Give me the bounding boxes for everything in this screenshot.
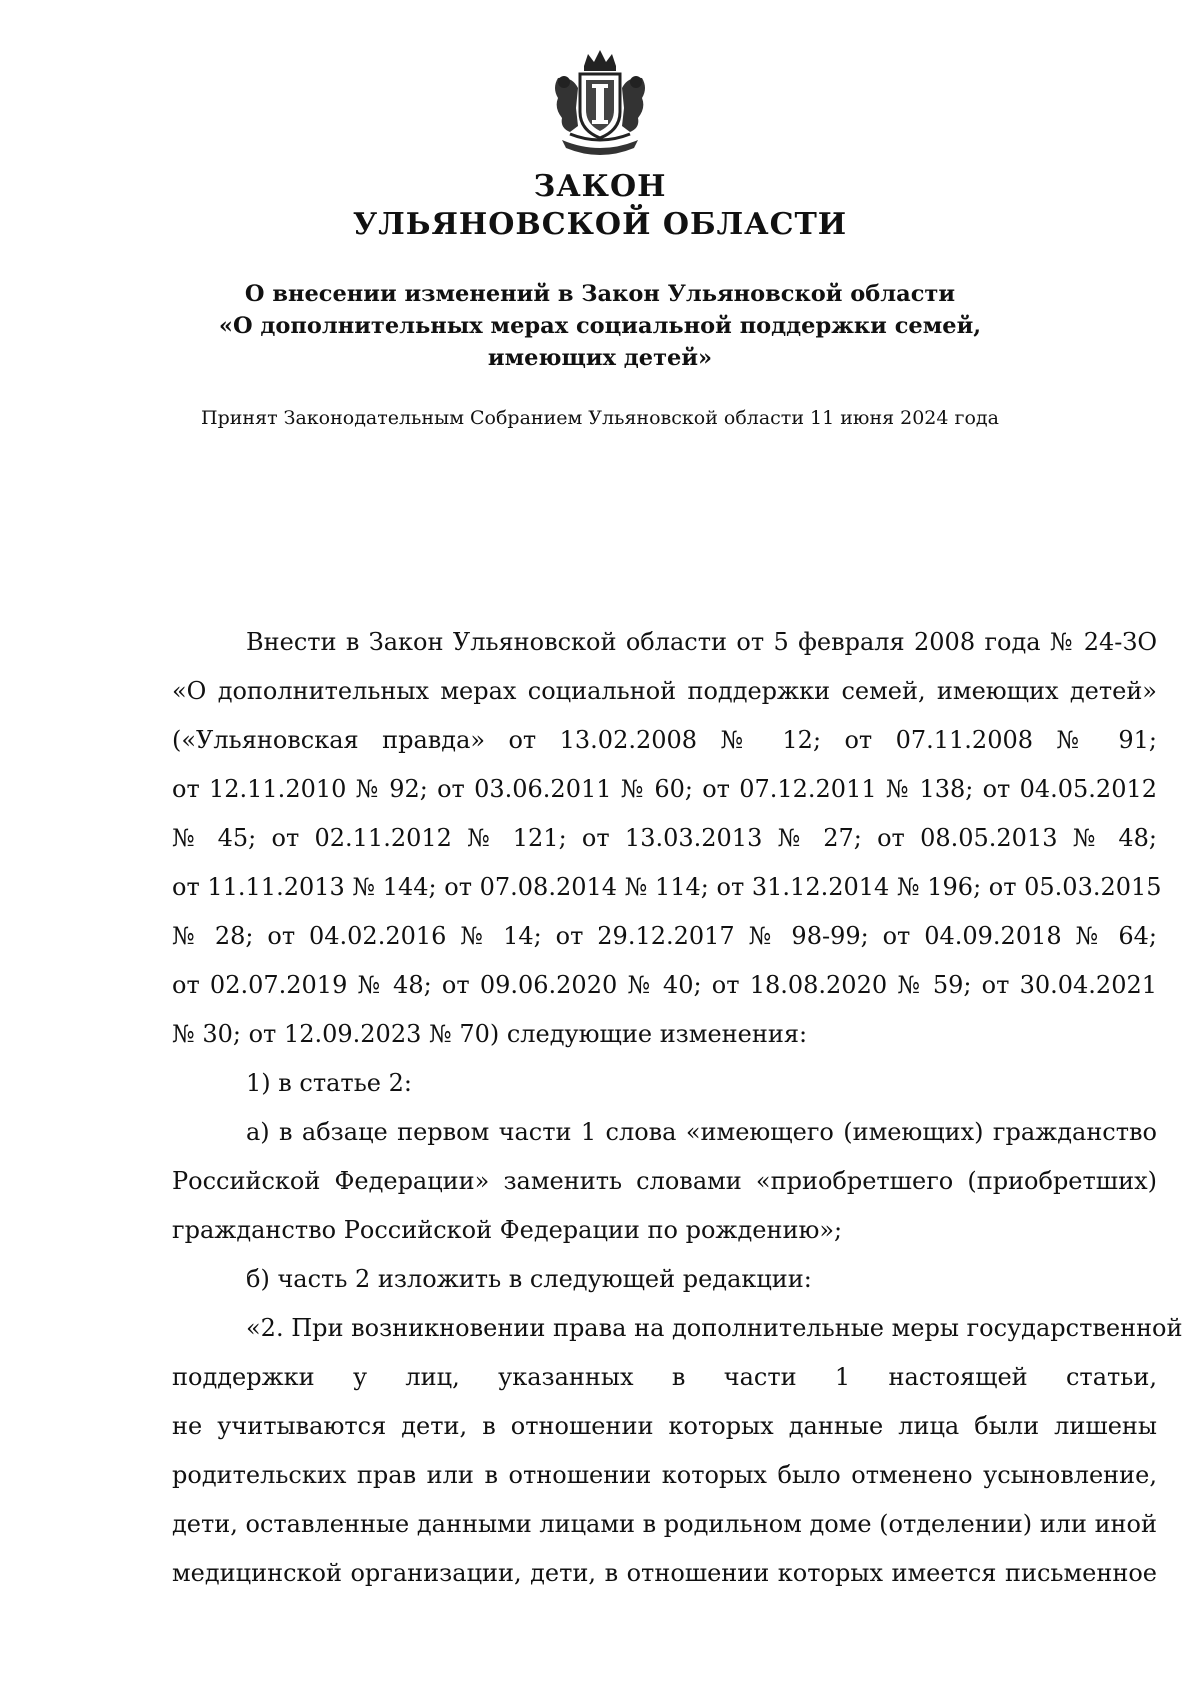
body-line: от 11.11.2013 № 144; от 07.08.2014 № 114; от 31.12.2014 № 196; от 05.03.2015 bbox=[172, 873, 1162, 901]
adoption-note: Принят Законодательным Собранием Ульяновской области 11 июня 2024 года bbox=[201, 407, 999, 429]
body-line: Российской Федерации» заменить словами «приобретшего (приобретших) bbox=[172, 1167, 1157, 1195]
body-line: № 30; от 12.09.2023 № 70) следующие изменения: bbox=[172, 1020, 808, 1048]
law-title: ЗАКОН bbox=[533, 169, 667, 204]
body-line: от 12.11.2010 № 92; от 03.06.2011 № 60; от 07.12.2011 № 138; от 04.05.2012 bbox=[172, 775, 1157, 803]
body-line: № 28; от 04.02.2016 № 14; от 29.12.2017 № 98-99; от 04.09.2018 № 64; bbox=[172, 922, 1157, 950]
body-line: не учитываются дети, в отношении которых данные лица были лишены bbox=[172, 1412, 1157, 1440]
body-line: поддержки у лиц, указанных в части 1 настоящей статьи, bbox=[172, 1363, 1157, 1391]
body-line: «О дополнительных мерах социальной поддержки семей, имеющих детей» bbox=[172, 677, 1157, 705]
law-subject-line-3: имеющих детей» bbox=[487, 345, 713, 371]
body-line: № 45; от 02.11.2012 № 121; от 13.03.2013 № 27; от 08.05.2013 № 48; bbox=[172, 824, 1157, 852]
body-line: медицинской организации, дети, в отношении которых имеется письменное bbox=[172, 1559, 1157, 1587]
body-line: Внести в Закон Ульяновской области от 5 февраля 2008 года № 24-ЗО bbox=[246, 628, 1157, 656]
body-line: 1) в статье 2: bbox=[246, 1069, 412, 1097]
body-line: от 02.07.2019 № 48; от 09.06.2020 № 40; от 18.08.2020 № 59; от 30.04.2021 bbox=[172, 971, 1157, 999]
body-line: гражданство Российской Федерации по рождению»; bbox=[172, 1216, 843, 1244]
body-line: «2. При возникновении права на дополнительные меры государственной bbox=[246, 1314, 1183, 1342]
law-subject-line-1: О внесении изменений в Закон Ульяновской области bbox=[244, 281, 956, 307]
law-region-title: УЛЬЯНОВСКОЙ ОБЛАСТИ bbox=[352, 207, 848, 242]
law-subject-line-2: «О дополнительных мерах социальной поддержки семей, bbox=[218, 313, 982, 339]
body-line: б) часть 2 изложить в следующей редакции: bbox=[246, 1265, 812, 1293]
body-line: («Ульяновская правда» от 13.02.2008 № 12; от 07.11.2008 № 91; bbox=[172, 726, 1157, 754]
body-line: а) в абзаце первом части 1 слова «имеющего (имеющих) гражданство bbox=[246, 1118, 1157, 1146]
body-line: родительских прав или в отношении которых было отменено усыновление, bbox=[172, 1461, 1157, 1489]
body-line: дети, оставленные данными лицами в родильном доме (отделении) или иной bbox=[172, 1510, 1157, 1538]
coat-of-arms-icon bbox=[548, 48, 652, 160]
